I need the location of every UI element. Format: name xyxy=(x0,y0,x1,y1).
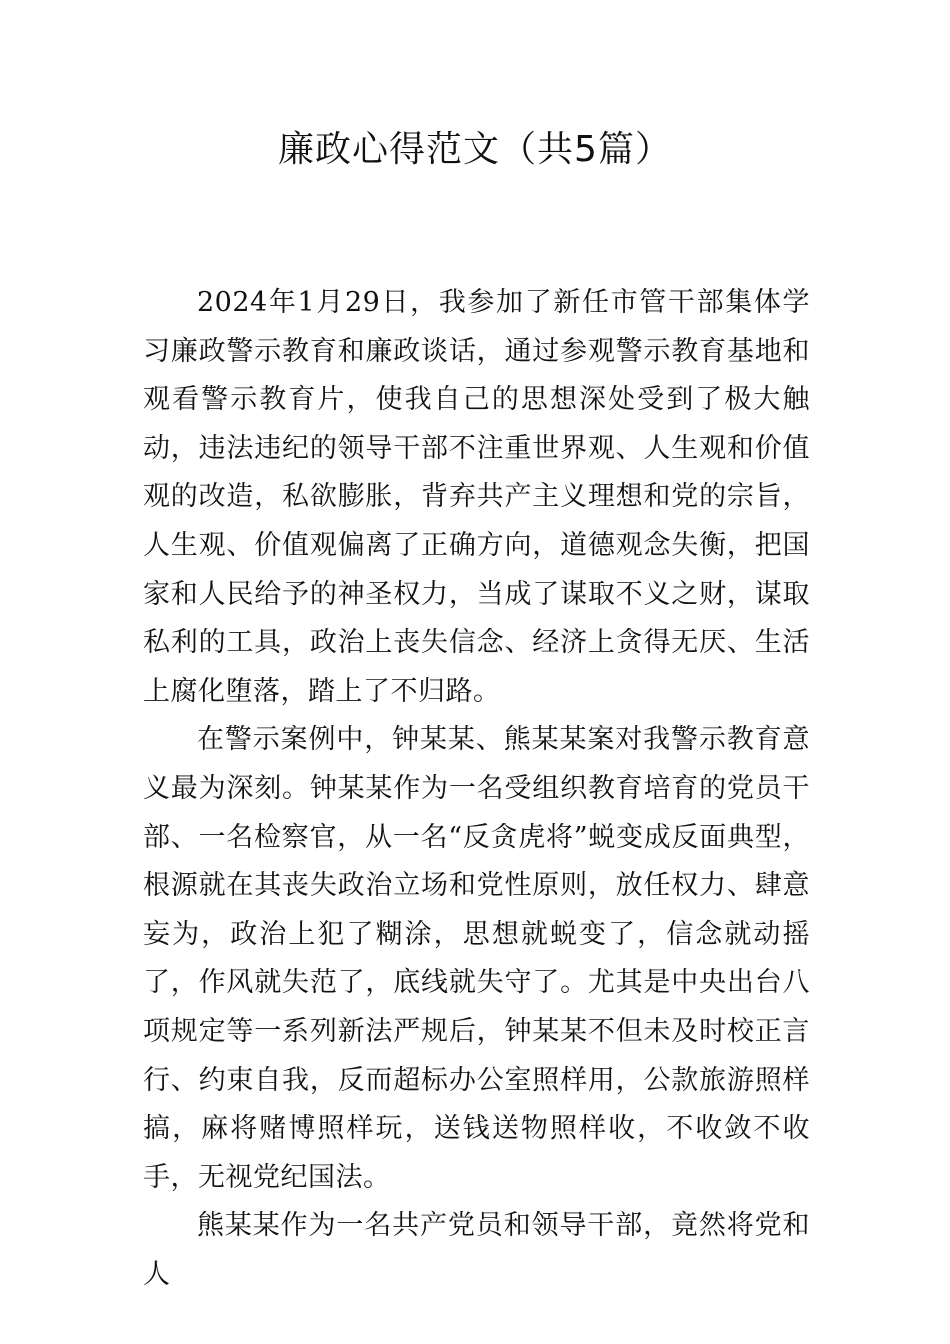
document-title: 廉政心得范文（共5篇） xyxy=(278,129,672,170)
paragraph-1: 2024年1月29日，我参加了新任市管干部集体学习廉政警示教育和廉政谈话，通过参观警示教育基地和观看警示教育片，使我自己的思想深处受到了极大触动，违法违纪的领导干部不注重世界观、人生观和价值观的改造，私欲膨胀，背弃共产主义理想和党的宗旨，人生观、价值观偏离了正确方向，道德观念失衡，把国家和人民给予的神圣权力，当成了谋取不义之财，谋取私利的工具，政治上丧失信念、经济上贪得无厌、生活上腐化堕落，踏上了不归路。 xyxy=(143,287,810,707)
paragraph-2: 在警示案例中，钟某某、熊某某案对我警示教育意义最为深刻。钟某某作为一名受组织教育培育的党员干部、一名检察官，从一名“反贪虎将”蜕变成反面典型，根源就在其丧失政治立场和党性原则，放任权力、肆意妄为，政治上犯了糊涂，思想就蜕变了，信念就动摇了，作风就失范了，底线就失守了。尤其是中央出台八项规定等一系列新法严规后，钟某某不但未及时校正言行、约束自我，反而超标办公室照样用，公款旅游照样搞，麻将赌博照样玩，送钱送物照样收，不收敛不收手，无视党纪国法。 xyxy=(143,724,810,1193)
paragraph-3: 熊某某作为一名共产党员和领导干部，竟然将党和人 xyxy=(143,1210,810,1290)
document-body xyxy=(143,279,810,1299)
